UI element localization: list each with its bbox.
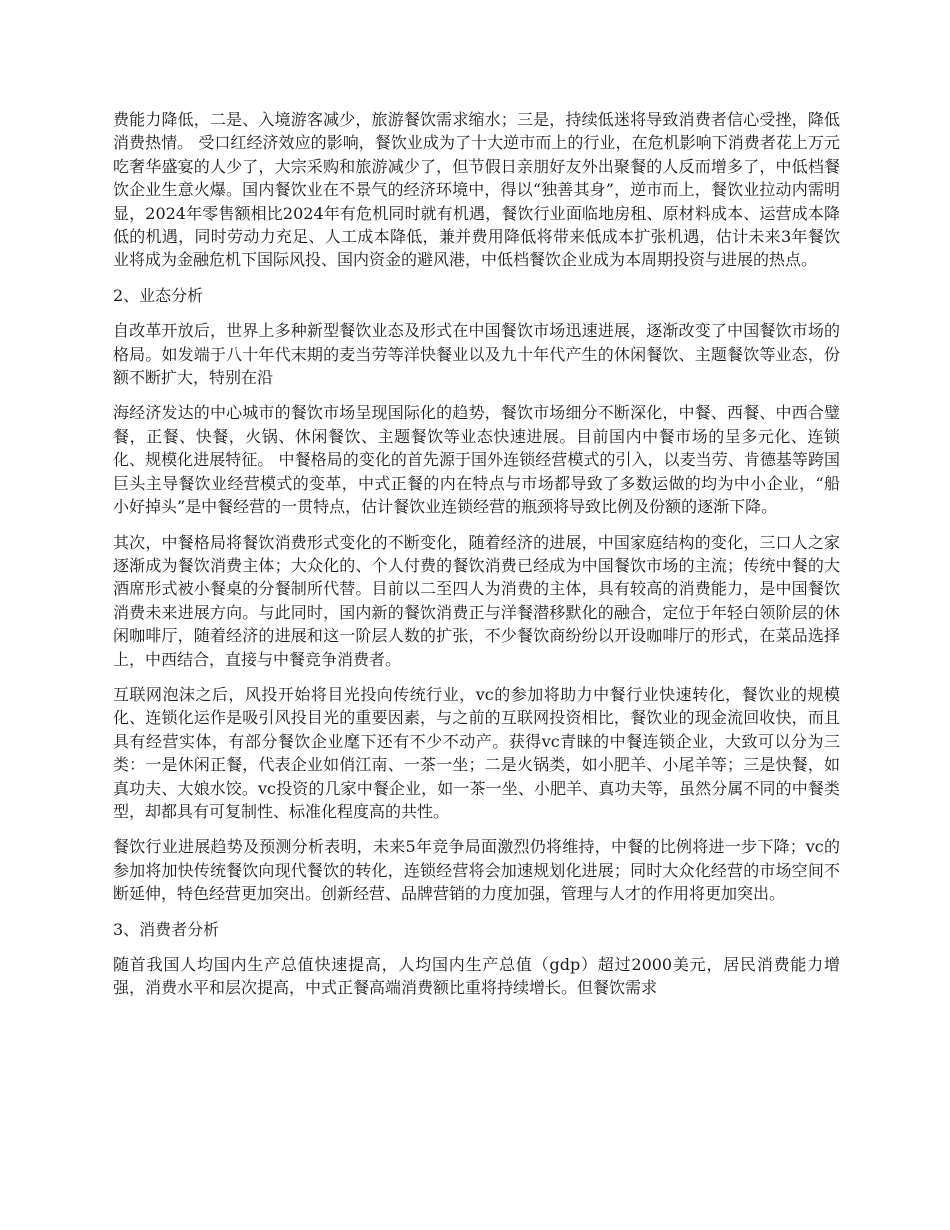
document-page — [113, 108, 840, 1012]
paragraph-consumption-forms: 其次，中餐格局将餐饮消费形式变化的不断变化，随着经济的进展，中国家庭结构的变化，三口人之家逐渐成为餐饮消费主体；大众化的、个人付费的餐饮消费已经成为中国餐饮市场的主流；传统中餐的大酒席形式被小餐桌的分餐制所代替。目前以二至四人为消费的主体，具有较高的消费能力，是中国餐饮消费未来进展方向。与此同时，国内新的餐饮消费正与洋餐潜移默化的融合，定位于年轻白领阶层的休闲咖啡厅，随着经济的进展和这一阶层人数的扩张，不少餐饮商纷纷以开设咖啡厅的形式，在菜品选择上，中西结合，直接与中餐竞争消费者。 — [113, 532, 840, 669]
paragraph-reform-formats: 自改革开放后，世界上多种新型餐饮业态及形式在中国餐饮市场迅速进展，逐渐改变了中国餐饮市场的格局。如发端于八十年代末期的麦当劳等洋快餐业以及九十年代产生的休闲餐饮、主题餐饮等业态，份额不断扩大，特别在沿 — [113, 321, 840, 388]
paragraph-gdp-consumption: 随首我国人均国内生产总值快速提高，人均国内生产总值（gdp）超过2000美元，居民消费能力增强，消费水平和层次提高，中式正餐高端消费额比重将持续增长。但餐饮需求 — [113, 955, 840, 998]
paragraph-venture-capital: 互联网泡沫之后，风投开始将目光投向传统行业，vc的参加将助力中餐行业快速转化，餐饮业的规模化、连锁化运作是吸引风投目光的重要因素，与之前的互联网投资相比，餐饮业的现金流回收快，而且具有经营实体，有部分餐饮企业麾下还有不少不动产。获得vc青睐的中餐连锁企业，大致可以分为三类：一是休闲正餐，代表企业如俏江南、一茶一坐；二是火锅类，如小肥羊、小尾羊等；三是快餐，如真功夫、大娘水饺。vc投资的几家中餐企业，如一茶一坐、小肥羊、真功夫等，虽然分属不同的中餐类型，却都具有可复制性、标准化程度高的共性。 — [113, 684, 840, 821]
paragraph-economic-impact: 费能力降低，二是、入境游客减少，旅游餐饮需求缩水；三是，持续低迷将导致消费者信心受挫，降低消费热情。 受口红经济效应的影响，餐饮业成为了十大逆市而上的行业，在危机影响下消费者花上万元吃奢华盛宴的人少了，大宗采购和旅游减少了，但节假日亲朋好友外出聚餐的人反而增多了，中低档餐饮企业生意火爆。国内餐饮业在不景气的经济环境中，得以“独善其身”，逆市而上，餐饮业拉动内需明显，2024年零售额相比2024年有危机同时就有机遇，餐饮行业面临地房租、原材料成本、运营成本降低的机遇，同时劳动力充足、人工成本降低，兼并费用降低将带来低成本扩张机遇，估计未来3年餐饮业将成为金融危机下国际风投、国内资金的避风港，中低档餐饮企业成为本周期投资与进展的热点。 — [113, 110, 840, 270]
paragraph-trend-forecast: 餐饮行业进展趋势及预测分析表明，未来5年竞争局面激烈仍将维持，中餐的比例将进一步下降；vc的参加将加快传统餐饮向现代餐饮的转化，连锁经营将会加速规划化进展；同时大众化经营的市场空间不断延伸，特色经营更加突出。创新经营、品牌营销的力度加强，管理与人才的作用将更加突出。 — [113, 837, 840, 904]
section-heading-business-format: 2、业态分析 — [113, 285, 204, 305]
paragraph-coastal-cities: 海经济发达的中心城市的餐饮市场呈现国际化的趋势，餐饮市场细分不断深化，中餐、西餐、中西合璧餐，正餐、快餐，火锅、休闲餐饮、主题餐饮等业态快速进展。目前国内中餐市场的呈多元化、连锁化、规模化进展特征。 中餐格局的变化的首先源于国外连锁经营模式的引入，以麦当劳、肯德基等跨国巨头主导餐饮业经营模式的变革，中式正餐的内在特点与市场都导致了多数运做的均为中小企业，“船小好掉头”是中餐经营的一贯特点，估计餐饮业连锁经营的瓶颈将导致比例及份额的逐渐下降。 — [113, 403, 840, 517]
section-heading-consumer: 3、消费者分析 — [113, 919, 220, 939]
